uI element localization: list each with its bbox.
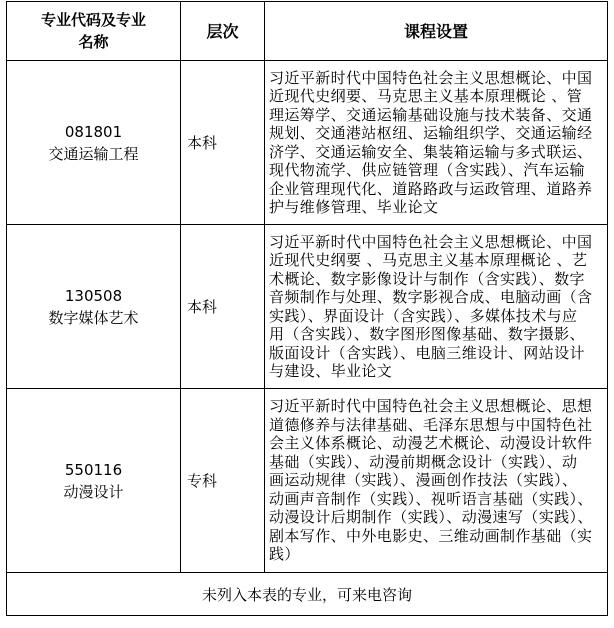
course-line: 规划、交通港站枢纽、运输组织学、交通运输经 xyxy=(269,124,593,142)
course-line: 近现代史纲要 、马克思主义基本原理概论 、艺 xyxy=(269,251,588,269)
table-row xyxy=(7,389,608,573)
course-line: 动漫设计后期制作（实践）、动漫速写（实践）、 xyxy=(269,508,593,527)
level-cell: 本科 xyxy=(181,61,265,225)
header-major xyxy=(7,2,181,61)
footer-note: 未列入本表的专业，可来电咨询 xyxy=(7,573,608,616)
course-line: 剧本写作、中外电影史、三维动画制作基础（实 xyxy=(269,526,593,545)
course-line: 版面设计（含实践）、电脑三维设计、网站设计 xyxy=(269,343,585,362)
course-line: 习近平新时代中国特色社会主义思想概论、思想 xyxy=(269,397,593,416)
major-code: 550116 xyxy=(64,460,123,479)
header-courses: 课程设置 xyxy=(265,2,608,61)
major-name: 动漫设计 xyxy=(63,482,124,501)
course-line: 践） xyxy=(269,545,300,564)
level-cell: 本科 xyxy=(181,225,265,389)
courses-cell xyxy=(265,389,608,573)
course-table xyxy=(6,1,608,616)
course-line: 动画声音制作（实践）、视听语言基础（实践）、 xyxy=(269,489,593,508)
course-line: 基础（实践）、动漫前期概念设计（实践）、动 xyxy=(269,452,578,471)
course-line: 道德修养与法律基础、毛泽东思想与中国特色社 xyxy=(269,415,593,434)
level-cell: 专科 xyxy=(181,389,265,573)
major-code: 081801 xyxy=(64,122,123,141)
course-line: 企业管理现代化、道路路政与运政管理、道路养 xyxy=(269,179,593,198)
course-line: 与建设、毕业论文 xyxy=(269,362,393,380)
course-line: 会主义体系概论、动漫艺术概论、动漫设计软件 xyxy=(269,434,593,453)
table-row xyxy=(7,61,608,225)
header-major-line1: 专业代码及专业 xyxy=(40,11,146,29)
course-line: 音频制作与处理、数字影视合成、电脑动画（含 xyxy=(269,288,593,306)
major-cell xyxy=(7,61,181,225)
header-major-line2: 名称 xyxy=(78,33,109,51)
course-line: 画运动规律（实践）、漫画创作技法（实践）、 xyxy=(269,471,578,490)
course-line: 实践）、界面设计（含实践）、多媒体技术与应 xyxy=(269,306,578,325)
major-code: 130508 xyxy=(64,286,123,305)
course-line: 习近平新时代中国特色社会主义思想概论、中国 xyxy=(269,68,593,87)
table-row xyxy=(7,225,608,389)
course-line: 现代物流学、供应链管理（含实践）、汽车运输 xyxy=(269,161,585,179)
courses-cell xyxy=(265,61,608,225)
footer-row xyxy=(7,573,608,616)
header-row xyxy=(7,2,608,61)
course-line: 用（含实践）、数字图形图像基础、数字摄影、 xyxy=(269,325,585,343)
course-line: 习近平新时代中国特色社会主义思想概论、中国 xyxy=(269,232,593,251)
major-cell xyxy=(7,225,181,389)
course-line: 理运筹学、交通运输基础设施与技术装备、交通 xyxy=(269,105,593,124)
course-line: 术概论、数字影像设计与制作（含实践）、数字 xyxy=(269,269,585,288)
course-line: 护与维修管理、毕业论文 xyxy=(269,198,439,216)
major-name: 交通运输工程 xyxy=(48,144,139,163)
major-cell xyxy=(7,389,181,573)
header-level: 层次 xyxy=(181,2,265,61)
course-line: 济学、交通运输安全、集装箱运输与多式联运、 xyxy=(269,142,593,161)
courses-cell xyxy=(265,225,608,389)
major-name: 数字媒体艺术 xyxy=(48,308,139,327)
course-line: 近现代史纲要、马克思主义基本原理概论 、管 xyxy=(269,87,583,105)
